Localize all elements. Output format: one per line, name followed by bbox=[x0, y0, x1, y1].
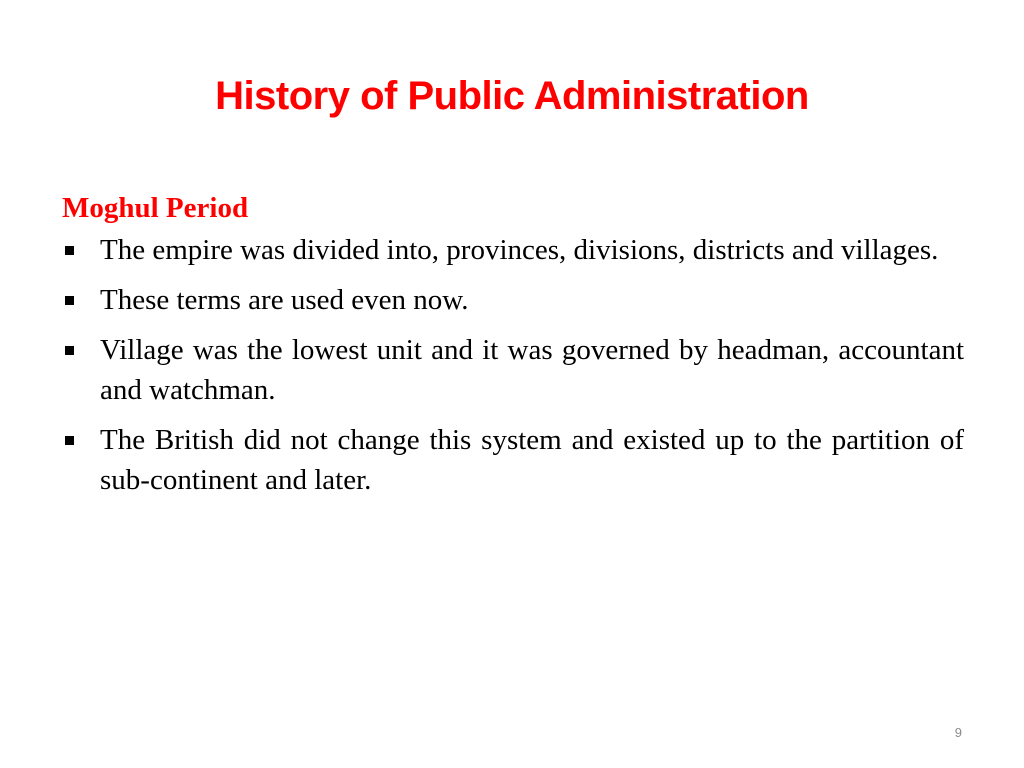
square-bullet-icon bbox=[65, 296, 74, 305]
bullet-item bbox=[62, 230, 964, 270]
slide-content bbox=[62, 188, 964, 510]
bullet-item bbox=[62, 280, 964, 320]
bullet-list bbox=[62, 230, 964, 500]
bullet-text: The empire was divided into, provinces, divisions, districts and villages. bbox=[100, 234, 939, 266]
square-bullet-icon bbox=[65, 436, 74, 445]
slide-title: History of Public Administration bbox=[215, 74, 809, 118]
bullet-text: The British did not change this system and existed up to the partition of sub-continent and later. bbox=[100, 424, 964, 496]
page-number: 9 bbox=[954, 725, 962, 740]
bullet-item bbox=[62, 420, 964, 500]
bullet-item bbox=[62, 330, 964, 410]
square-bullet-icon bbox=[65, 346, 74, 355]
bullet-text: These terms are used even now. bbox=[100, 284, 469, 316]
section-heading: Moghul Period bbox=[62, 192, 249, 224]
square-bullet-icon bbox=[65, 246, 74, 255]
bullet-text: Village was the lowest unit and it was governed by headman, accountant and watchman. bbox=[100, 334, 964, 406]
